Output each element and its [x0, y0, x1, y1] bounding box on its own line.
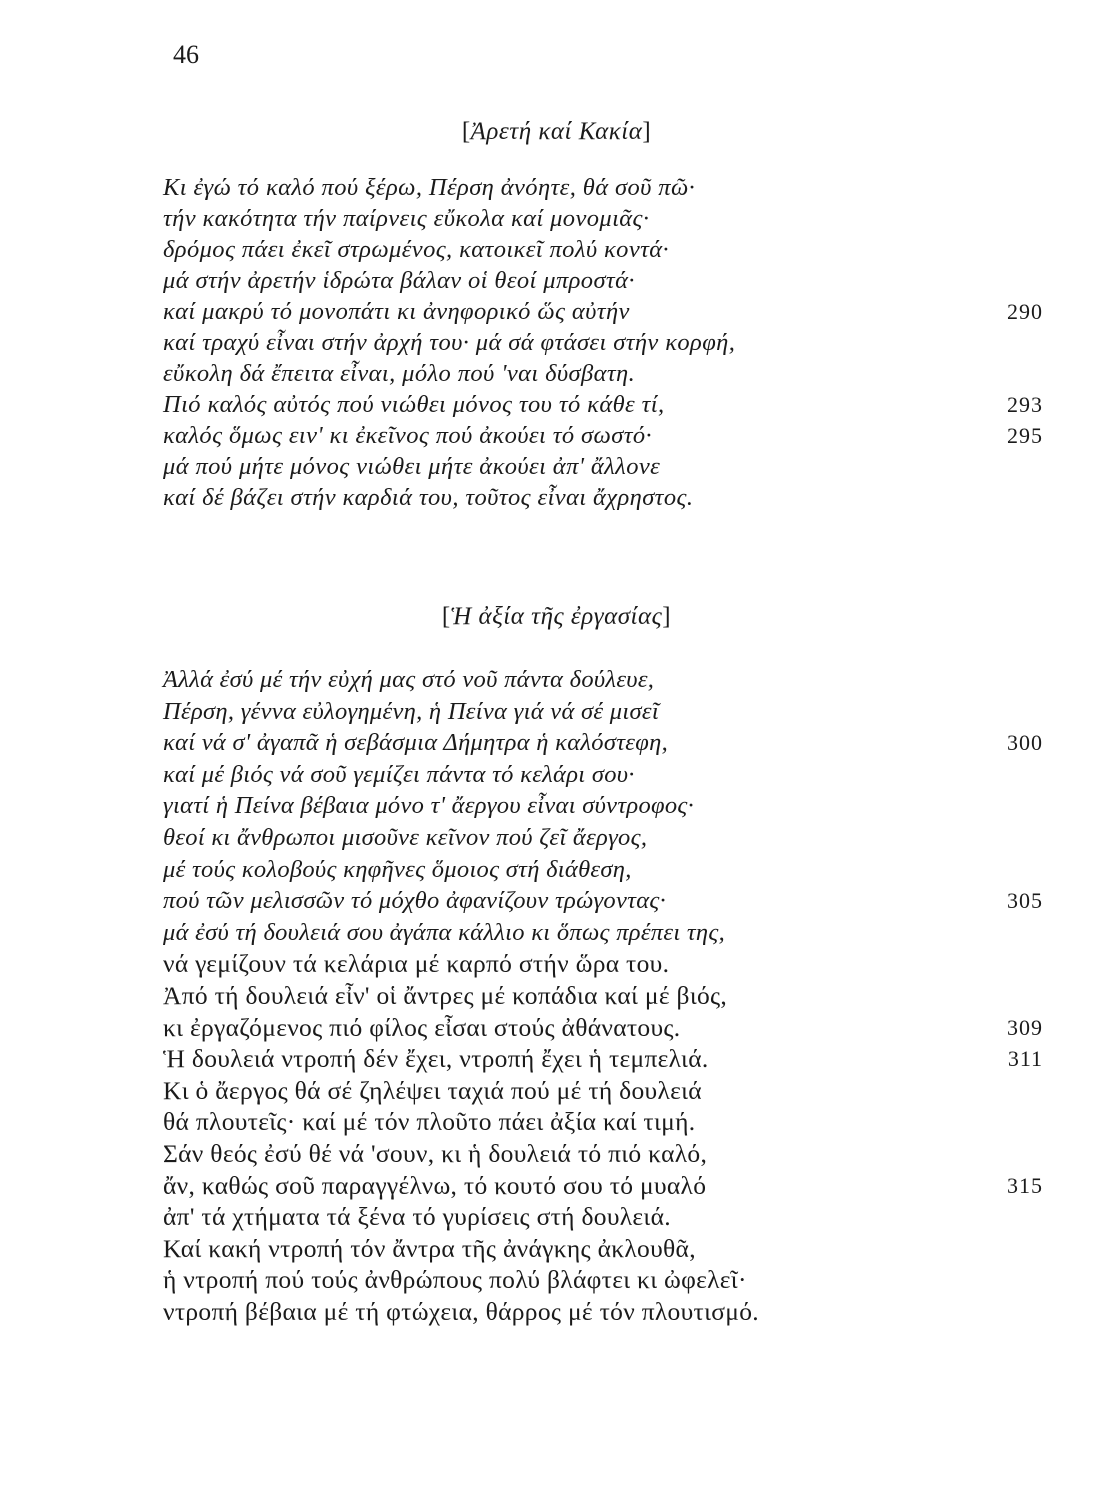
verse-text: Πιό καλός αὐτός πού νιώθει μόνος του τό κάθε τί,	[163, 391, 665, 418]
verse-text: μά ἐσύ τή δουλειά σου ἀγάπα κάλλιο κι ὅπως πρέπει της,	[163, 918, 726, 946]
verse-text: Κι ἐγώ τό καλό πού ξέρω, Πέρση ἀνόητε, θά σοῦ πῶ·	[163, 174, 696, 201]
verse-line	[163, 1012, 1043, 1044]
verse-text: κι ἐργαζόμενος πιό φίλος εἶσαι στούς ἀθάνατους.	[163, 1012, 681, 1042]
verse-text: τήν κακότητα τήν παίρνεις εὔκολα καί μονομιᾶς·	[163, 205, 650, 232]
title-bracket-close: ]	[642, 118, 652, 145]
verse-line	[163, 1138, 1043, 1170]
verse-text: καί τραχύ εἶναι στήν ἀρχή του· μά σά φτάσει στήν κορφή,	[163, 329, 736, 356]
verse-text: Σάν θεός ἐσύ θέ νά 'σουν, κι ἡ δουλειά τό πιό καλό,	[163, 1138, 708, 1168]
verse-number: 315	[1007, 1172, 1043, 1198]
verse-text: νά γεμίζουν τά κελάρια μέ καρπό στήν ὥρα του.	[163, 949, 670, 979]
verse-text: μά στήν ἀρετήν ἱδρώτα βάλαν οἱ θεοί μπροστά·	[163, 267, 635, 294]
verse-line	[163, 296, 1043, 327]
section-title-text: Ἀρετή καί Κακία	[470, 118, 643, 145]
verse-line	[163, 759, 1043, 791]
verse-number: 300	[1007, 730, 1043, 756]
verse-line	[163, 696, 1043, 728]
verse-line	[163, 234, 1043, 265]
verse-line	[163, 948, 1043, 980]
verse-line	[163, 1201, 1043, 1233]
verse-line	[163, 822, 1043, 854]
verse-text: Ἀλλά ἐσύ μέ τήν εὐχή μας στό νοῦ πάντα δούλευε,	[163, 666, 655, 693]
section-title-text: Ἡ ἀξία τῆς ἐργασίας	[450, 603, 663, 630]
poem-section-value-of-work	[163, 664, 1043, 1327]
verse-line	[163, 451, 1043, 482]
title-bracket-open: [	[461, 118, 471, 145]
title-bracket-open: [	[441, 603, 451, 630]
verse-number: 305	[1007, 888, 1043, 914]
section-title-virtue-vice	[0, 118, 1113, 146]
verse-number: 290	[1007, 299, 1043, 324]
verse-text: καί νά σ' ἀγαπᾶ ἡ σεβάσμια Δήμητρα ἡ καλόστεφη,	[163, 729, 668, 757]
verse-line	[163, 482, 1043, 513]
verse-text: ἡ ντροπή πού τούς ἀνθρώπους πολύ βλάφτει κι ὠφελεῖ·	[163, 1265, 747, 1295]
verse-line	[163, 980, 1043, 1012]
verse-line	[163, 664, 1043, 696]
verse-text: μά πού μήτε μόνος νιώθει μήτε ἀκούει ἀπ' ἄλλονε	[163, 453, 661, 480]
verse-line	[163, 1296, 1043, 1328]
verse-line	[163, 790, 1043, 822]
verse-line	[163, 1043, 1043, 1075]
verse-text: καλός ὅμως ειν' κι ἐκεῖνος πού ἀκούει τό σωστό·	[163, 422, 653, 449]
verse-text: καί μακρύ τό μονοπάτι κι ἀνηφορικό ὥς αὐτήν	[163, 298, 630, 325]
verse-line	[163, 172, 1043, 203]
verse-line	[163, 327, 1043, 358]
verse-line	[163, 1075, 1043, 1107]
verse-line	[163, 358, 1043, 389]
verse-text: ἀπ' τά χτήματα τά ξένα τό γυρίσεις στή δουλειά.	[163, 1202, 671, 1232]
verse-line	[163, 389, 1043, 420]
verse-text: μέ τούς κολοβούς κηφῆνες ὅμοιος στή διάθεση,	[163, 855, 632, 883]
verse-text: θεοί κι ἄνθρωποι μισοῦνε κεῖνον πού ζεῖ ἄεργος,	[163, 823, 648, 851]
verse-line	[163, 265, 1043, 296]
verse-line	[163, 917, 1043, 949]
verse-text: δρόμος πάει ἐκεῖ στρωμένος, κατοικεῖ πολύ κοντά·	[163, 236, 670, 263]
verse-line	[163, 1233, 1043, 1265]
verse-text: Πέρση, γέννα εὐλογημένη, ἡ Πείνα γιά νά σέ μισεῖ	[163, 697, 659, 725]
verse-line	[163, 854, 1043, 886]
verse-number: 309	[1007, 1014, 1043, 1040]
verse-number: 311	[1007, 1046, 1043, 1072]
section-title-value-of-work	[0, 603, 1113, 631]
verse-text: εὔκολη δά ἔπειτα εἶναι, μόλο πού 'ναι δύσβατη.	[163, 360, 636, 387]
verse-text: πού τῶν μελισσῶν τό μόχθο ἀφανίζουν τρώγοντας·	[163, 887, 667, 915]
verse-line	[163, 1106, 1043, 1138]
verse-line	[163, 1264, 1043, 1296]
verse-text: Ἡ δουλειά ντροπή δέν ἔχει, ντροπή ἔχει ἡ τεμπελιά.	[163, 1044, 709, 1074]
verse-text: καί δέ βάζει στήν καρδιά του, τοῦτος εἶναι ἄχρηστος.	[163, 484, 694, 511]
verse-line	[163, 420, 1043, 451]
verse-number: 295	[1007, 423, 1043, 448]
poem-section-virtue-vice	[163, 172, 1043, 513]
verse-line	[163, 203, 1043, 234]
verse-text: Κι ὁ ἄεργος θά σέ ζηλέψει ταχιά πού μέ τή δουλειά	[163, 1075, 702, 1105]
verse-text: θά πλουτεῖς· καί μέ τόν πλοῦτο πάει ἀξία καί τιμή.	[163, 1107, 696, 1137]
verse-line	[163, 727, 1043, 759]
verse-line	[163, 885, 1043, 917]
verse-text: ἄν, καθώς σοῦ παραγγέλνω, τό κουτό σου τό μυαλό	[163, 1170, 707, 1200]
title-bracket-close: ]	[662, 603, 672, 630]
page-number: 46	[173, 40, 199, 69]
verse-text: καί μέ βιός νά σοῦ γεμίζει πάντα τό κελάρι σου·	[163, 760, 635, 788]
verse-text: Ἀπό τή δουλειά εἶν' οἱ ἄντρες μέ κοπάδια καί μέ βιός,	[163, 980, 728, 1010]
verse-text: Καί κακή ντροπή τόν ἄντρα τῆς ἀνάγκης ἀκλουθᾶ,	[163, 1233, 696, 1263]
verse-text: γιατί ἡ Πείνα βέβαια μόνο τ' ἄεργου εἶναι σύντροφος·	[163, 792, 695, 820]
verse-text: ντροπή βέβαια μέ τή φτώχεια, θάρρος μέ τόν πλουτισμό.	[163, 1296, 759, 1326]
verse-number: 293	[1007, 392, 1043, 417]
verse-line	[163, 1170, 1043, 1202]
